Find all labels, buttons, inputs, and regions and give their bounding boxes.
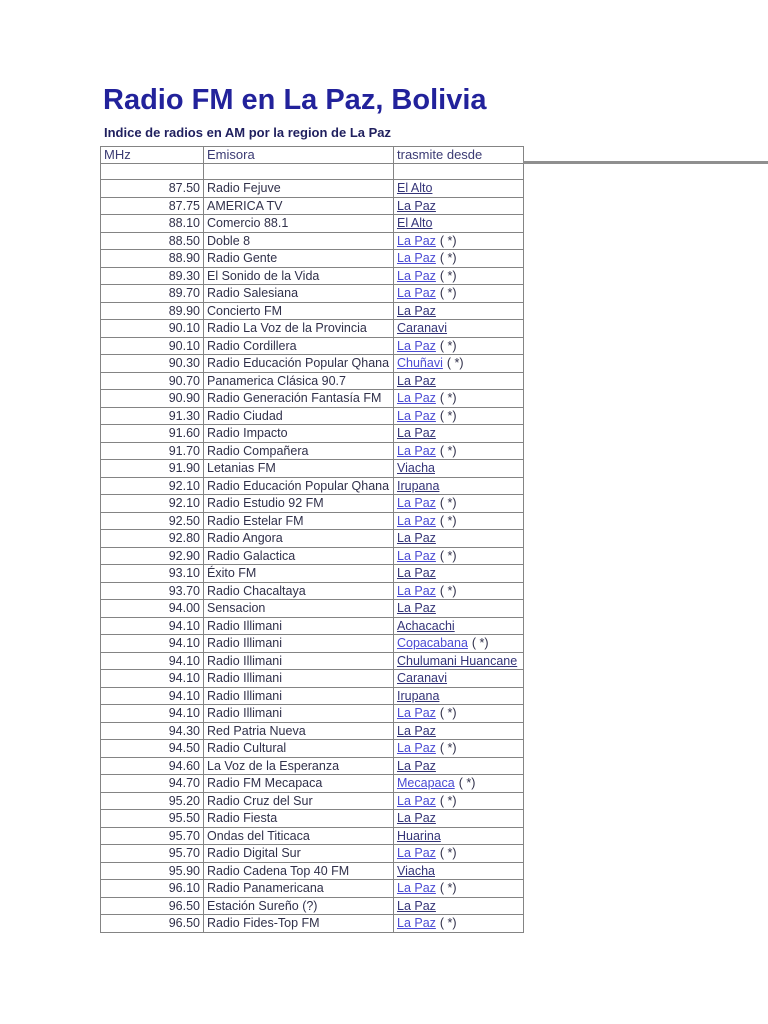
- repeater-marker: ( *): [439, 741, 457, 756]
- trasmite-desde-cell: [394, 407, 524, 425]
- emisora-cell: Radio Fiesta: [204, 810, 394, 828]
- table-row: [101, 232, 524, 250]
- trasmite-desde-cell: [394, 670, 524, 688]
- table-body: [101, 180, 524, 933]
- repeater-marker: ( *): [439, 408, 457, 423]
- trasmite-desde-cell: [394, 827, 524, 845]
- trasmite-desde-cell: [394, 652, 524, 670]
- table-row: [101, 810, 524, 828]
- table-row: [101, 407, 524, 425]
- destination-link[interactable]: El Alto: [397, 216, 433, 231]
- destination-link[interactable]: La Paz: [397, 426, 436, 441]
- trasmite-desde-cell: [394, 530, 524, 548]
- page-title: Radio FM en La Paz, Bolivia: [103, 84, 487, 116]
- trasmite-desde-cell: [394, 635, 524, 653]
- mhz-cell: 94.10: [101, 687, 204, 705]
- trasmite-desde-cell: [394, 845, 524, 863]
- emisora-cell: Radio Estudio 92 FM: [204, 495, 394, 513]
- repeater-marker: ( *): [439, 583, 457, 598]
- destination-link[interactable]: La Paz: [397, 443, 436, 458]
- mhz-cell: 96.50: [101, 915, 204, 933]
- mhz-cell: 95.50: [101, 810, 204, 828]
- mhz-cell: 94.70: [101, 775, 204, 793]
- destination-link[interactable]: La Paz: [397, 583, 436, 598]
- trasmite-desde-cell: [394, 810, 524, 828]
- emisora-cell: Radio Generación Fantasía FM: [204, 390, 394, 408]
- emisora-cell: Éxito FM: [204, 565, 394, 583]
- mhz-cell: 92.10: [101, 495, 204, 513]
- table-row: [101, 337, 524, 355]
- trasmite-desde-cell: [394, 582, 524, 600]
- repeater-marker: ( *): [439, 443, 457, 458]
- emisora-cell: Radio Gente: [204, 250, 394, 268]
- table-row: [101, 512, 524, 530]
- table-row: [101, 530, 524, 548]
- repeater-marker: ( *): [439, 496, 457, 511]
- trasmite-desde-cell: [394, 372, 524, 390]
- mhz-cell: 95.90: [101, 862, 204, 880]
- mhz-cell: 95.70: [101, 845, 204, 863]
- mhz-cell: 94.10: [101, 617, 204, 635]
- table-row: [101, 880, 524, 898]
- repeater-marker: ( *): [439, 916, 457, 931]
- table-row: [101, 582, 524, 600]
- table-row: [101, 302, 524, 320]
- destination-link[interactable]: La Paz: [397, 303, 436, 318]
- destination-link[interactable]: Caranavi: [397, 321, 448, 336]
- mhz-cell: 87.50: [101, 180, 204, 198]
- mhz-cell: 93.70: [101, 582, 204, 600]
- emisora-cell: Panamerica Clásica 90.7: [204, 372, 394, 390]
- repeater-marker: ( *): [439, 793, 457, 808]
- destination-link[interactable]: Chuñavi: [397, 356, 443, 371]
- table-row: [101, 775, 524, 793]
- trasmite-desde-cell: [394, 232, 524, 250]
- trasmite-desde-cell: [394, 565, 524, 583]
- table-row: [101, 372, 524, 390]
- repeater-marker: ( *): [439, 706, 457, 721]
- table-row: [101, 267, 524, 285]
- mhz-cell: 89.70: [101, 285, 204, 303]
- mhz-cell: 90.90: [101, 390, 204, 408]
- emisora-cell: Radio Galactica: [204, 547, 394, 565]
- table-row: [101, 425, 524, 443]
- trasmite-desde-cell: [394, 320, 524, 338]
- trasmite-desde-cell: [394, 757, 524, 775]
- emisora-cell: Radio Illimani: [204, 617, 394, 635]
- destination-link[interactable]: La Paz: [397, 496, 436, 511]
- emisora-cell: Radio Fides-Top FM: [204, 915, 394, 933]
- page-subtitle: Indice de radios en AM por la region de La Paz: [104, 125, 392, 140]
- emisora-cell: Letanias FM: [204, 460, 394, 478]
- destination-link[interactable]: La Paz: [397, 198, 436, 213]
- destination-link[interactable]: Irupana: [397, 688, 440, 703]
- table-row: [101, 915, 524, 933]
- table-row: [101, 180, 524, 198]
- table-row: [101, 565, 524, 583]
- repeater-marker: ( *): [439, 881, 457, 896]
- emisora-cell: Radio Compañera: [204, 442, 394, 460]
- emisora-cell: Radio Illimani: [204, 652, 394, 670]
- destination-link[interactable]: Caranavi: [397, 671, 448, 686]
- trasmite-desde-cell: [394, 915, 524, 933]
- mhz-cell: 91.30: [101, 407, 204, 425]
- destination-link[interactable]: Irupana: [397, 478, 440, 493]
- mhz-cell: 93.10: [101, 565, 204, 583]
- trasmite-desde-cell: [394, 477, 524, 495]
- trasmite-desde-cell: [394, 460, 524, 478]
- table-row: [101, 687, 524, 705]
- trasmite-desde-cell: [394, 617, 524, 635]
- repeater-marker: ( *): [439, 391, 457, 406]
- emisora-cell: Radio Cultural: [204, 740, 394, 758]
- trasmite-desde-cell: [394, 792, 524, 810]
- emisora-cell: Radio Panamericana: [204, 880, 394, 898]
- mhz-cell: 89.90: [101, 302, 204, 320]
- emisora-cell: AMERICA TV: [204, 197, 394, 215]
- destination-link[interactable]: La Paz: [397, 723, 436, 738]
- emisora-cell: Radio Fejuve: [204, 180, 394, 198]
- emisora-cell: Radio Estelar FM: [204, 512, 394, 530]
- repeater-marker: ( *): [439, 513, 457, 528]
- spacer-row: [101, 164, 524, 180]
- emisora-cell: Radio Cadena Top 40 FM: [204, 862, 394, 880]
- trasmite-desde-cell: [394, 425, 524, 443]
- destination-link[interactable]: La Paz: [397, 233, 436, 248]
- repeater-marker: ( *): [439, 268, 457, 283]
- emisora-cell: La Voz de la Esperanza: [204, 757, 394, 775]
- emisora-cell: Radio Impacto: [204, 425, 394, 443]
- emisora-cell: Radio Ciudad: [204, 407, 394, 425]
- destination-link[interactable]: La Paz: [397, 741, 436, 756]
- radio-stations-table: [100, 146, 524, 933]
- table-row: [101, 652, 524, 670]
- destination-link[interactable]: La Paz: [397, 268, 436, 283]
- mhz-cell: 91.60: [101, 425, 204, 443]
- table-row: [101, 250, 524, 268]
- emisora-cell: Radio Educación Popular Qhana: [204, 355, 394, 373]
- emisora-cell: Radio Cruz del Sur: [204, 792, 394, 810]
- destination-link[interactable]: Mecapaca: [397, 776, 455, 791]
- table-row: [101, 827, 524, 845]
- trasmite-desde-cell: [394, 862, 524, 880]
- table-row: [101, 722, 524, 740]
- trasmite-desde-cell: [394, 495, 524, 513]
- table-row: [101, 897, 524, 915]
- mhz-cell: 96.50: [101, 897, 204, 915]
- trasmite-desde-cell: [394, 442, 524, 460]
- destination-link[interactable]: La Paz: [397, 373, 436, 388]
- emisora-cell: Ondas del Titicaca: [204, 827, 394, 845]
- mhz-cell: 92.80: [101, 530, 204, 548]
- table-row: [101, 197, 524, 215]
- destination-link[interactable]: La Paz: [397, 811, 436, 826]
- emisora-cell: Estación Sureño (?): [204, 897, 394, 915]
- table-row: [101, 757, 524, 775]
- mhz-cell: 94.10: [101, 652, 204, 670]
- trasmite-desde-cell: [394, 302, 524, 320]
- mhz-cell: 92.90: [101, 547, 204, 565]
- destination-link[interactable]: La Paz: [397, 338, 436, 353]
- mhz-cell: 90.10: [101, 337, 204, 355]
- mhz-cell: 94.10: [101, 670, 204, 688]
- column-header-mhz: MHz: [101, 147, 204, 164]
- emisora-cell: Radio Illimani: [204, 687, 394, 705]
- table-row: [101, 477, 524, 495]
- emisora-cell: Concierto FM: [204, 302, 394, 320]
- table-row: [101, 390, 524, 408]
- mhz-cell: 95.20: [101, 792, 204, 810]
- trasmite-desde-cell: [394, 285, 524, 303]
- trasmite-desde-cell: [394, 740, 524, 758]
- trasmite-desde-cell: [394, 880, 524, 898]
- table-row: [101, 215, 524, 233]
- mhz-cell: 92.50: [101, 512, 204, 530]
- mhz-cell: 89.30: [101, 267, 204, 285]
- mhz-cell: 94.00: [101, 600, 204, 618]
- trasmite-desde-cell: [394, 250, 524, 268]
- trasmite-desde-cell: [394, 775, 524, 793]
- horizontal-rule: [523, 161, 768, 164]
- table-row: [101, 617, 524, 635]
- table-row: [101, 495, 524, 513]
- destination-link[interactable]: Chulumani Huancane: [397, 653, 518, 668]
- destination-link[interactable]: La Paz: [397, 513, 436, 528]
- destination-link[interactable]: Viacha: [397, 863, 435, 878]
- emisora-cell: Radio La Voz de la Provincia: [204, 320, 394, 338]
- emisora-cell: Radio Cordillera: [204, 337, 394, 355]
- trasmite-desde-cell: [394, 512, 524, 530]
- repeater-marker: ( *): [439, 846, 457, 861]
- table-row: [101, 845, 524, 863]
- mhz-cell: 91.90: [101, 460, 204, 478]
- repeater-marker: ( *): [458, 776, 476, 791]
- table-row: [101, 355, 524, 373]
- mhz-cell: 94.10: [101, 705, 204, 723]
- destination-link[interactable]: El Alto: [397, 181, 433, 196]
- destination-link[interactable]: La Paz: [397, 251, 436, 266]
- destination-link[interactable]: La Paz: [397, 881, 436, 896]
- repeater-marker: ( *): [439, 233, 457, 248]
- trasmite-desde-cell: [394, 197, 524, 215]
- mhz-cell: 95.70: [101, 827, 204, 845]
- trasmite-desde-cell: [394, 267, 524, 285]
- mhz-cell: 88.90: [101, 250, 204, 268]
- destination-link[interactable]: La Paz: [397, 408, 436, 423]
- trasmite-desde-cell: [394, 390, 524, 408]
- emisora-cell: Radio Salesiana: [204, 285, 394, 303]
- repeater-marker: ( *): [446, 356, 464, 371]
- table-row: [101, 705, 524, 723]
- trasmite-desde-cell: [394, 722, 524, 740]
- destination-link[interactable]: La Paz: [397, 391, 436, 406]
- trasmite-desde-cell: [394, 215, 524, 233]
- trasmite-desde-cell: [394, 687, 524, 705]
- emisora-cell: Radio Educación Popular Qhana: [204, 477, 394, 495]
- mhz-cell: 91.70: [101, 442, 204, 460]
- emisora-cell: Radio Illimani: [204, 705, 394, 723]
- destination-link[interactable]: La Paz: [397, 706, 436, 721]
- destination-link[interactable]: Huarina: [397, 828, 441, 843]
- table-row: [101, 740, 524, 758]
- mhz-cell: 94.60: [101, 757, 204, 775]
- emisora-cell: Radio FM Mecapaca: [204, 775, 394, 793]
- trasmite-desde-cell: [394, 180, 524, 198]
- destination-link[interactable]: La Paz: [397, 566, 436, 581]
- trasmite-desde-cell: [394, 547, 524, 565]
- mhz-cell: 88.50: [101, 232, 204, 250]
- emisora-cell: Radio Digital Sur: [204, 845, 394, 863]
- mhz-cell: 87.75: [101, 197, 204, 215]
- table-row: [101, 285, 524, 303]
- emisora-cell: Radio Chacaltaya: [204, 582, 394, 600]
- table-row: [101, 635, 524, 653]
- mhz-cell: 94.30: [101, 722, 204, 740]
- destination-link[interactable]: La Paz: [397, 758, 436, 773]
- destination-link[interactable]: La Paz: [397, 916, 436, 931]
- destination-link[interactable]: Viacha: [397, 461, 435, 476]
- emisora-cell: Radio Illimani: [204, 635, 394, 653]
- table-row: [101, 460, 524, 478]
- mhz-cell: 92.10: [101, 477, 204, 495]
- column-header-emisora: Emisora: [204, 147, 394, 164]
- emisora-cell: Red Patria Nueva: [204, 722, 394, 740]
- mhz-cell: 90.70: [101, 372, 204, 390]
- repeater-marker: ( *): [439, 286, 457, 301]
- destination-link[interactable]: La Paz: [397, 548, 436, 563]
- destination-link[interactable]: La Paz: [397, 793, 436, 808]
- emisora-cell: Comercio 88.1: [204, 215, 394, 233]
- table-header-row: [101, 147, 524, 164]
- trasmite-desde-cell: [394, 337, 524, 355]
- mhz-cell: 90.30: [101, 355, 204, 373]
- destination-link[interactable]: La Paz: [397, 846, 436, 861]
- table-row: [101, 442, 524, 460]
- repeater-marker: ( *): [471, 636, 489, 651]
- mhz-cell: 96.10: [101, 880, 204, 898]
- emisora-cell: Radio Angora: [204, 530, 394, 548]
- destination-link[interactable]: La Paz: [397, 898, 436, 913]
- mhz-cell: 94.10: [101, 635, 204, 653]
- mhz-cell: 88.10: [101, 215, 204, 233]
- destination-link[interactable]: Achacachi: [397, 618, 455, 633]
- emisora-cell: El Sonido de la Vida: [204, 267, 394, 285]
- mhz-cell: 90.10: [101, 320, 204, 338]
- repeater-marker: ( *): [439, 548, 457, 563]
- repeater-marker: ( *): [439, 251, 457, 266]
- trasmite-desde-cell: [394, 897, 524, 915]
- table-row: [101, 670, 524, 688]
- trasmite-desde-cell: [394, 600, 524, 618]
- trasmite-desde-cell: [394, 355, 524, 373]
- destination-link[interactable]: La Paz: [397, 601, 436, 616]
- table-row: [101, 792, 524, 810]
- destination-link[interactable]: Copacabana: [397, 636, 468, 651]
- trasmite-desde-cell: [394, 705, 524, 723]
- emisora-cell: Doble 8: [204, 232, 394, 250]
- destination-link[interactable]: La Paz: [397, 531, 436, 546]
- column-header-trasmite-desde: trasmite desde: [394, 147, 524, 164]
- mhz-cell: 94.50: [101, 740, 204, 758]
- emisora-cell: Radio Illimani: [204, 670, 394, 688]
- table-row: [101, 547, 524, 565]
- destination-link[interactable]: La Paz: [397, 286, 436, 301]
- table-row: [101, 862, 524, 880]
- table-row: [101, 320, 524, 338]
- repeater-marker: ( *): [439, 338, 457, 353]
- table-row: [101, 600, 524, 618]
- emisora-cell: Sensacion: [204, 600, 394, 618]
